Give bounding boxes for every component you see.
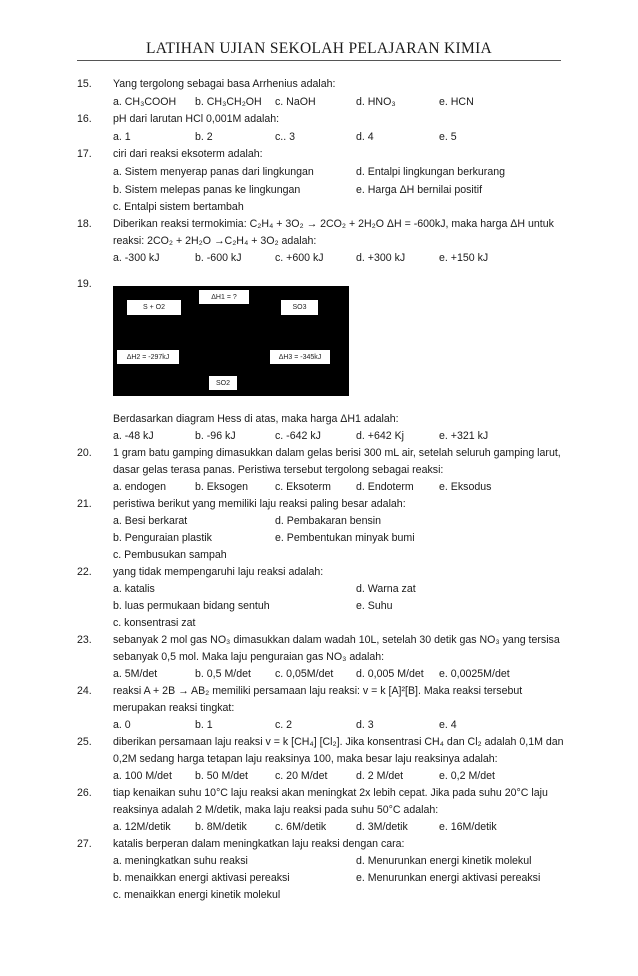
question-text: Berdasarkan diagram Hess di atas, maka harga ΔH1 adalah:	[113, 413, 399, 425]
question-text-line-2: dasar gelas terasa panas. Peristiwa tersebut tergolong sebagai reaksi:	[113, 464, 444, 476]
option-c: c. Eksoterm	[275, 481, 331, 493]
question-text: peristiwa berikut yang memiliki laju reaksi paling besar adalah:	[113, 498, 406, 510]
option-e: e. Eksodus	[439, 481, 492, 493]
option-d: d. +642 Kj	[356, 430, 405, 442]
option-c: c. Pembusukan sampah	[113, 549, 227, 561]
page-title: LATIHAN UJIAN SEKOLAH PELAJARAN KIMIA	[145, 40, 493, 57]
option-b: b. 8M/detik	[195, 821, 247, 833]
diagram-box-so3: SO3	[281, 300, 318, 315]
question-number: 25.	[77, 736, 92, 748]
option-e: e. Pembentukan minyak bumi	[275, 532, 415, 544]
option-b: b. menaikkan energi aktivasi pereaksi	[113, 872, 290, 884]
option-e: e. 4	[439, 719, 457, 731]
option-e: e. Menurunkan energi aktivasi pereaksi	[356, 872, 541, 884]
question-number: 18.	[77, 218, 92, 230]
question-text-line-1: reaksi A + 2B → AB₂ memiliki persamaan laju reaksi: v = k [A]²[B]. Maka reaksi tersebut	[113, 685, 523, 697]
option-b: b. 0,5 M/det	[195, 668, 251, 680]
option-d: d. 3	[356, 719, 374, 731]
option-b: b. 1	[195, 719, 213, 731]
title-underline	[77, 60, 561, 61]
question-number: 24.	[77, 685, 92, 697]
question-number: 26.	[77, 787, 92, 799]
question-number: 16.	[77, 113, 92, 125]
option-e: e. 0,0025M/det	[439, 668, 510, 680]
diagram-label-dh3: ΔH3 = -345kJ	[270, 350, 330, 364]
option-e: e. +150 kJ	[439, 252, 489, 264]
diagram-label-dh1: ΔH1 = ?	[199, 290, 249, 304]
option-d: d. +300 kJ	[356, 252, 406, 264]
option-e: e. 16M/detik	[439, 821, 497, 833]
option-d: d. 3M/detik	[356, 821, 408, 833]
question-text: Yang tergolong sebagai basa Arrhenius adalah:	[113, 78, 336, 90]
option-a: a. endogen	[113, 481, 167, 493]
question-number: 22.	[77, 566, 92, 578]
question-text-line-1: tiap kenaikan suhu 10°C laju reaksi akan meningkat 2x lebih cepat. Jika pada suhu 20°C laju	[113, 787, 548, 799]
question-number: 17.	[77, 148, 92, 160]
question-text-line-1: diberikan persamaan laju reaksi v = k [CH₄] [Cl₂]. Jika konsentrasi CH₄ dan Cl₂ adalah 0,1M dan	[113, 736, 564, 748]
option-e: e. 5	[439, 131, 457, 143]
question-text-line-2: sebanyak 0,5 mol. Maka laju penguraian gas NO₃ adalah:	[113, 651, 385, 663]
option-a: a. 5M/det	[113, 668, 158, 680]
question-number: 27.	[77, 838, 92, 850]
option-a: a. -48 kJ	[113, 430, 154, 442]
option-c: c. NaOH	[275, 96, 316, 108]
question-number: 19.	[77, 278, 92, 290]
option-e: e. +321 kJ	[439, 430, 489, 442]
option-a: a. -300 kJ	[113, 252, 160, 264]
option-d: d. 0,005 M/det	[356, 668, 424, 680]
option-b: b. 50 M/det	[195, 770, 248, 782]
option-d: d. Pembakaran bensin	[275, 515, 382, 527]
option-b: b. Eksogen	[195, 481, 249, 493]
question-number: 15.	[77, 78, 92, 90]
question-text-line-1: Diberikan reaksi termokimia: C₂H₄ + 3O₂ → 2CO₂ + 2H₂O ΔH = -600kJ, maka harga ΔH untuk	[113, 218, 554, 230]
option-c: c. 2	[275, 719, 293, 731]
question-text: pH dari larutan HCl 0,001M adalah:	[113, 113, 280, 125]
question-text: yang tidak mempengaruhi laju reaksi adalah:	[113, 566, 324, 578]
question-number: 21.	[77, 498, 92, 510]
option-c: c. 0,05M/det	[275, 668, 334, 680]
option-c: c. Entalpi sistem bertambah	[113, 201, 244, 213]
option-e: e. 0,2 M/det	[439, 770, 495, 782]
option-c: c. menaikkan energi kinetik molekul	[113, 889, 281, 901]
hess-diagram	[113, 286, 349, 396]
option-c: c. +600 kJ	[275, 252, 324, 264]
option-a: a. meningkatkan suhu reaksi	[113, 855, 248, 867]
option-d: d. HNO₃	[356, 96, 396, 108]
option-a: a. 100 M/det	[113, 770, 172, 782]
question-text-line-2: reaksi: 2CO₂ + 2H₂O →C₂H₄ + 3O₂ adalah:	[113, 235, 317, 247]
option-a: a. 12M/detik	[113, 821, 171, 833]
question-text-line-2: reaksinya adalah 2 M/detik, maka laju reaksi pada suhu 50°C adalah:	[113, 804, 439, 816]
option-c: c.. 3	[275, 131, 296, 143]
option-c: c. 20 M/det	[275, 770, 328, 782]
option-b: b. -96 kJ	[195, 430, 236, 442]
question-text-line-2: merupakan reaksi tingkat:	[113, 702, 235, 714]
option-e: e. HCN	[439, 96, 474, 108]
question-text-line-1: 1 gram batu gamping dimasukkan dalam gelas berisi 300 mL air, setelah seluruh gamping larut,	[113, 447, 561, 459]
question-text-line-1: sebanyak 2 mol gas NO₃ dimasukkan dalam wadah 10L, setelah 30 detik gas NO₃ yang tersisa	[113, 634, 560, 646]
question-number: 20.	[77, 447, 92, 459]
option-b: b. luas permukaan bidang sentuh	[113, 600, 270, 612]
option-b: b. 2	[195, 131, 213, 143]
option-d: d. Menurunkan energi kinetik molekul	[356, 855, 532, 867]
option-b: b. Penguraian plastik	[113, 532, 212, 544]
option-e: e. Harga ΔH bernilai positif	[356, 184, 483, 196]
diagram-box-so2: SO2	[209, 376, 237, 390]
question-text-line-2: 0,2M sedang harga tetapan laju reaksinya 100, maka besar laju reaksinya adalah:	[113, 753, 498, 765]
question-text: ciri dari reaksi eksoterm adalah:	[113, 148, 263, 160]
option-b: b. CH₃CH₂OH	[195, 96, 262, 108]
option-a: a. 0	[113, 719, 131, 731]
option-d: d. 2 M/det	[356, 770, 404, 782]
option-d: d. Endoterm	[356, 481, 414, 493]
option-e: e. Suhu	[356, 600, 393, 612]
option-b: b. Sistem melepas panas ke lingkungan	[113, 184, 301, 196]
option-d: d. 4	[356, 131, 374, 143]
option-a: a. CH₃COOH	[113, 96, 177, 108]
diagram-label-dh2: ΔH2 = -297kJ	[117, 350, 179, 364]
option-a: a. Besi berkarat	[113, 515, 188, 527]
option-a: a. katalis	[113, 583, 155, 595]
question-text: katalis berperan dalam meningkatkan laju reaksi dengan cara:	[113, 838, 405, 850]
option-d: d. Warna zat	[356, 583, 416, 595]
option-c: c. 6M/detik	[275, 821, 327, 833]
option-c: c. konsentrasi zat	[113, 617, 196, 629]
option-a: a. Sistem menyerap panas dari lingkungan	[113, 166, 314, 178]
diagram-box-s-o2: S + O2	[127, 300, 181, 315]
option-b: b. -600 kJ	[195, 252, 242, 264]
option-a: a. 1	[113, 131, 131, 143]
option-d: d. Entalpi lingkungan berkurang	[356, 166, 506, 178]
question-number: 23.	[77, 634, 92, 646]
option-c: c. -642 kJ	[275, 430, 321, 442]
